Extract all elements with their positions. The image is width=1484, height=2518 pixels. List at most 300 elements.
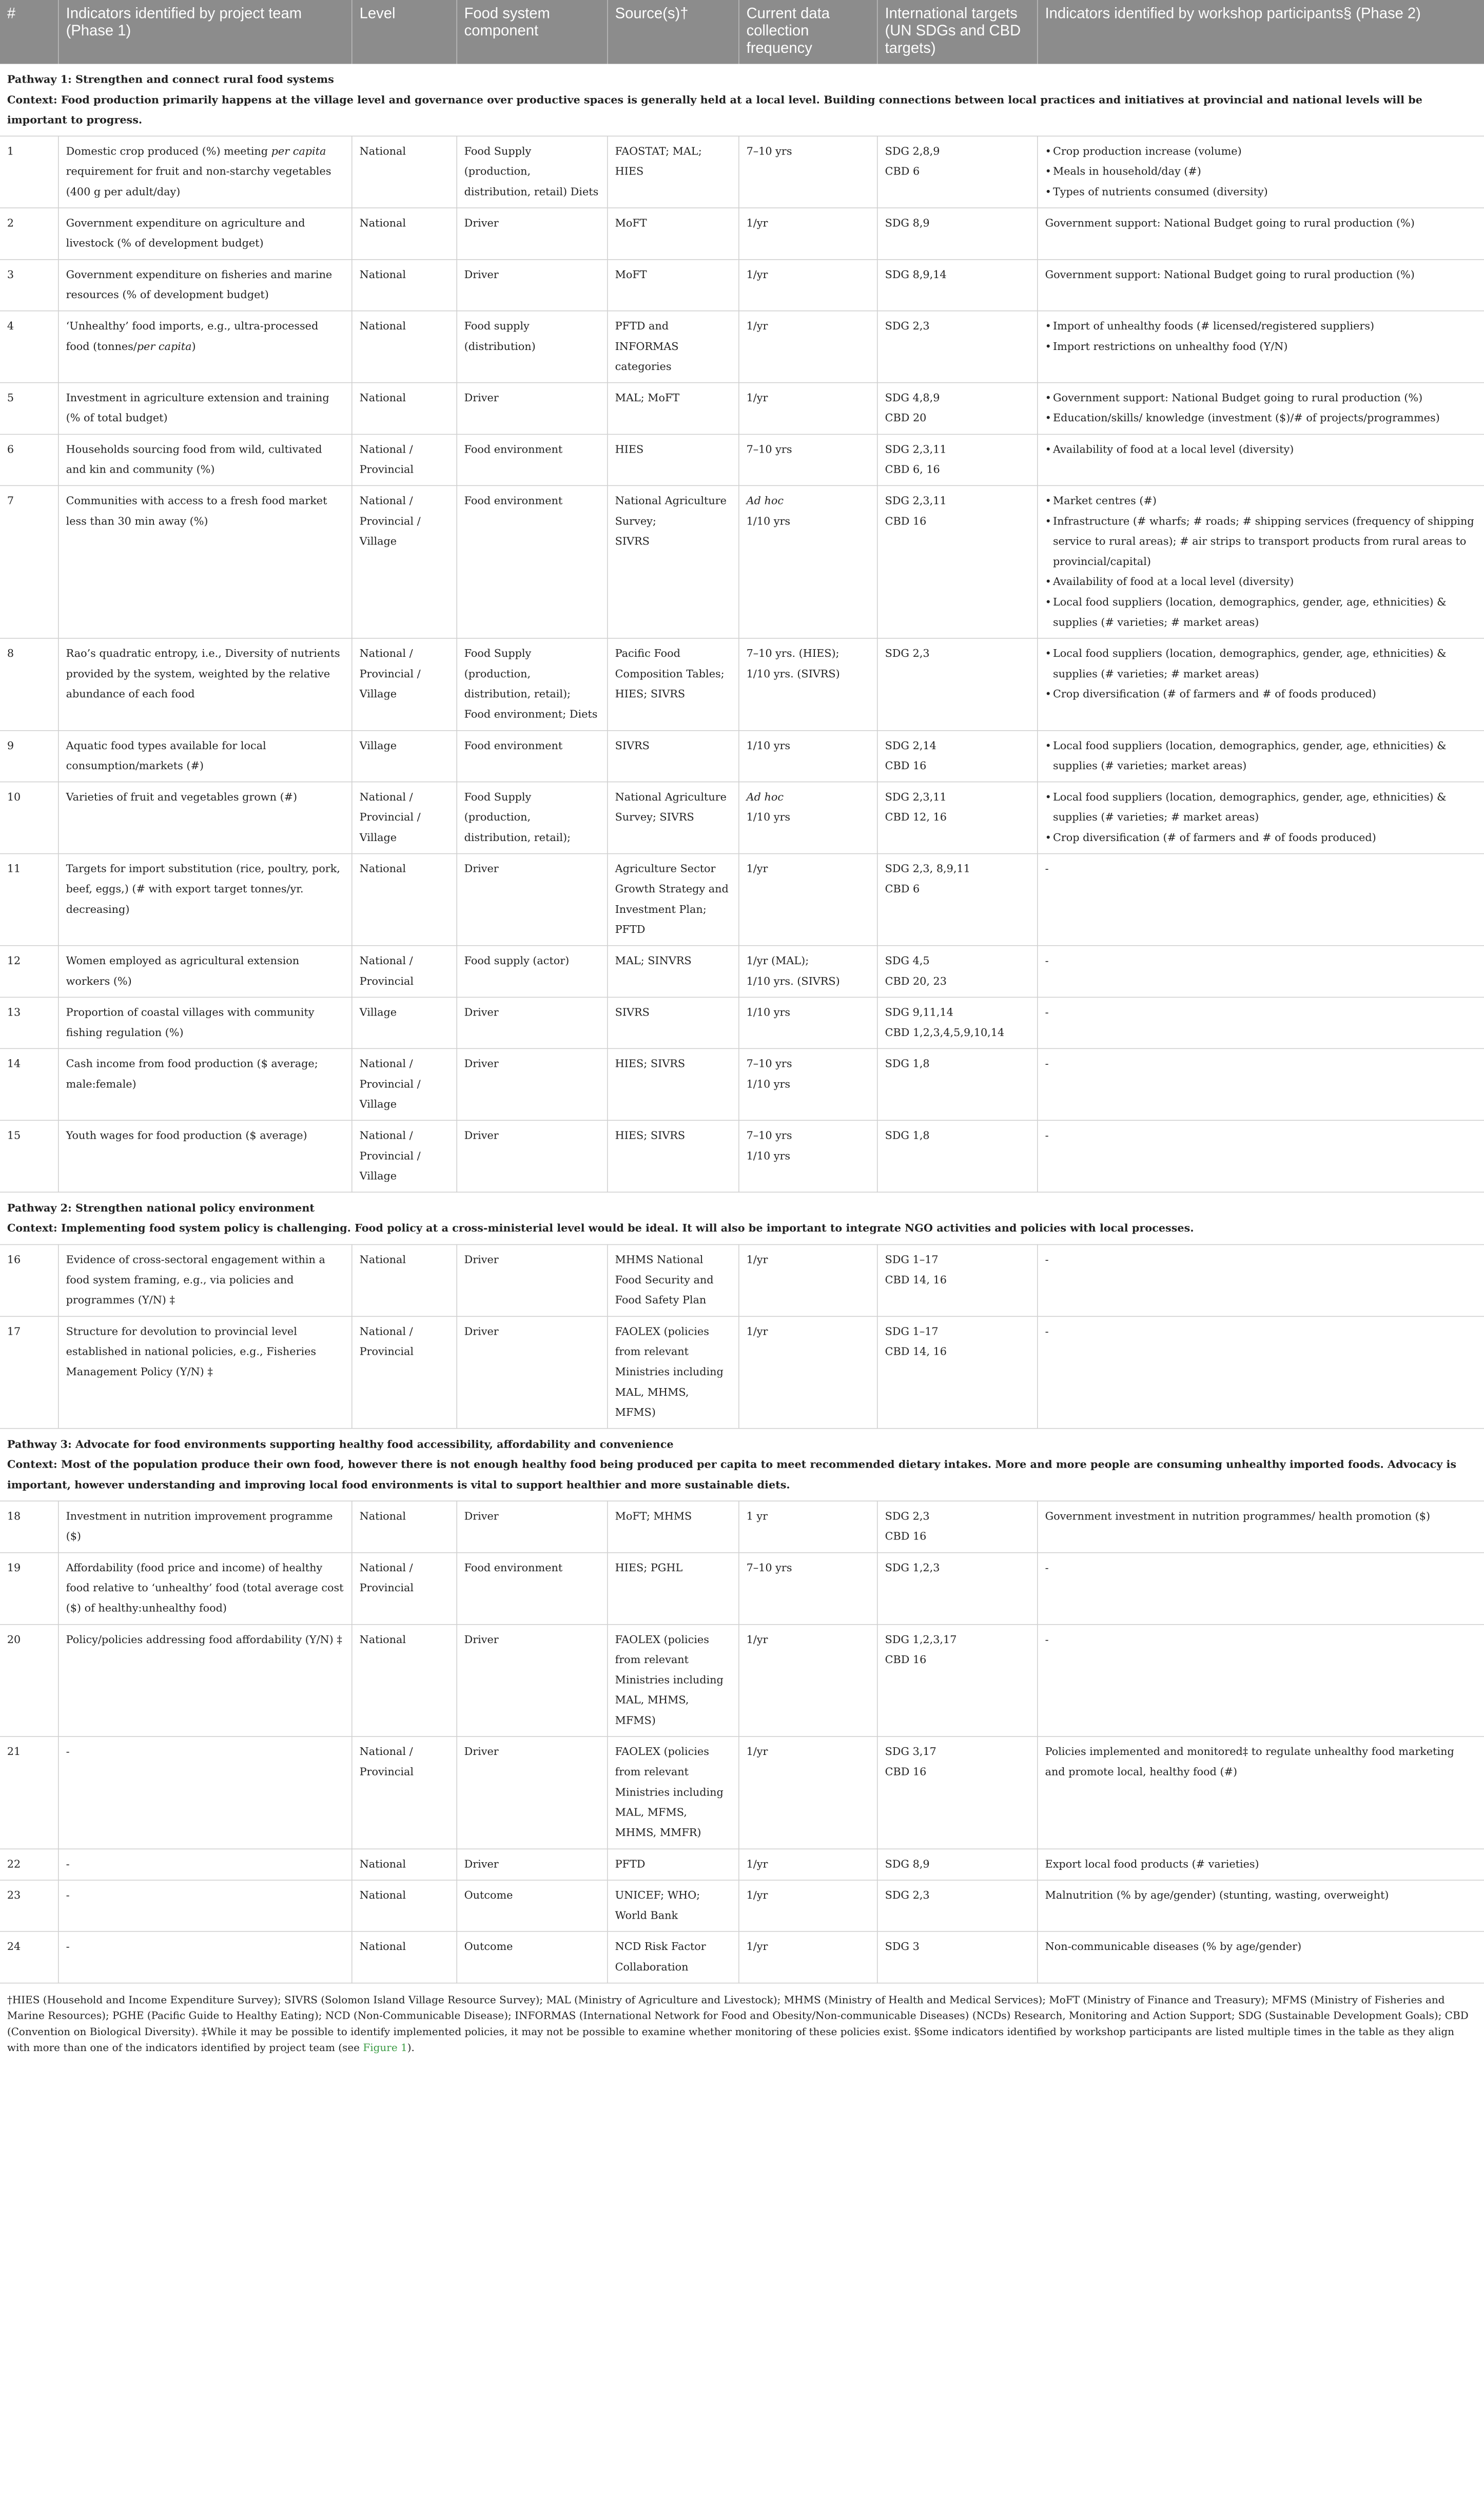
- row-workshop: [1038, 383, 1484, 434]
- row-targets: [877, 730, 1038, 782]
- row-workshop: -: [1038, 1049, 1484, 1121]
- frequency-line: 1/yr (MAL);: [746, 954, 809, 967]
- row-source: NCD Risk Factor Collaboration: [608, 1931, 739, 1983]
- targets-line: SDG 2,14: [885, 739, 936, 752]
- row-frequency: 1/yr: [739, 1736, 877, 1849]
- row-workshop: -: [1038, 1316, 1484, 1429]
- row-component: Driver: [457, 1501, 608, 1552]
- row-source: Agriculture Sector Growth Strategy and Investment Plan; PFTD: [608, 854, 739, 946]
- row-number: 1: [0, 136, 58, 208]
- row-source: MAL; SINVRS: [608, 946, 739, 997]
- table-footnote: [0, 1983, 1484, 2060]
- row-frequency: [739, 1121, 877, 1193]
- row-level: National: [352, 1849, 457, 1880]
- row-number: 6: [0, 434, 58, 485]
- row-level: National: [352, 1880, 457, 1931]
- row-frequency: [739, 486, 877, 639]
- table-row: [0, 1049, 1484, 1121]
- section-title: Pathway 3: Advocate for food environments supporting healthy food accessibility, affordability and convenience: [7, 1438, 674, 1451]
- row-targets: [877, 1624, 1038, 1736]
- row-frequency: 1/yr: [739, 1880, 877, 1931]
- row-source: FAOLEX (policies from relevant Ministries including MAL, MFMS, MHMS, MMFR): [608, 1736, 739, 1849]
- table-row: [0, 136, 1484, 208]
- row-source: UNICEF; WHO; World Bank: [608, 1880, 739, 1931]
- row-source: Pacific Food Composition Tables; HIES; SIVRS: [608, 638, 739, 730]
- col-header-targets: International targets (UN SDGs and CBD targets): [877, 0, 1038, 64]
- workshop-list: [1045, 439, 1477, 459]
- frequency-line: Ad hoc: [746, 791, 784, 804]
- row-component: Food supply (distribution): [457, 311, 608, 383]
- row-source: MHMS National Food Security and Food Safety Plan: [608, 1244, 739, 1316]
- targets-line: CBD 16: [885, 759, 927, 772]
- row-component: Driver: [457, 208, 608, 259]
- table-row: [0, 638, 1484, 730]
- frequency-line: 1/10 yrs. (SIVRS): [746, 975, 840, 987]
- row-component: Food environment: [457, 1553, 608, 1625]
- frequency-line: 1/10 yrs: [746, 1149, 791, 1162]
- row-workshop: [1038, 486, 1484, 639]
- table-row: [0, 1553, 1484, 1625]
- workshop-item: • Meals in household/day (#): [1045, 162, 1477, 182]
- row-frequency: 1/10 yrs: [739, 730, 877, 782]
- workshop-item: • Government support: National Budget going to rural production (%): [1045, 388, 1477, 408]
- frequency-line: 7–10 yrs: [746, 1058, 792, 1070]
- table-row: [0, 383, 1484, 434]
- row-targets: SDG 1,8: [877, 1121, 1038, 1193]
- row-number: 20: [0, 1624, 58, 1736]
- row-workshop: -: [1038, 1624, 1484, 1736]
- col-header-component: Food system component: [457, 0, 608, 64]
- row-level: National / Provincial: [352, 1553, 457, 1625]
- table-row: [0, 854, 1484, 946]
- table-row: [0, 1316, 1484, 1429]
- row-targets: [877, 854, 1038, 946]
- table-row: [0, 1244, 1484, 1316]
- row-targets: SDG 8,9: [877, 208, 1038, 259]
- row-targets: [877, 782, 1038, 854]
- row-workshop: [1038, 311, 1484, 383]
- row-indicator: Investment in agriculture extension and training (% of total budget): [58, 383, 352, 434]
- workshop-list: [1045, 316, 1477, 357]
- workshop-item: • Crop diversification (# of farmers and # of foods produced): [1045, 684, 1477, 704]
- frequency-line: Ad hoc: [746, 495, 784, 507]
- row-level: Village: [352, 997, 457, 1048]
- targets-line: CBD 6: [885, 165, 920, 178]
- row-workshop: Malnutrition (% by age/gender) (stunting, wasting, overweight): [1038, 1880, 1484, 1931]
- row-number: 18: [0, 1501, 58, 1552]
- targets-line: SDG 3,17: [885, 1745, 936, 1758]
- row-source: PFTD and INFORMAS categories: [608, 311, 739, 383]
- row-level: National / Provincial: [352, 434, 457, 485]
- frequency-line: 7–10 yrs. (HIES);: [746, 647, 839, 660]
- row-source: HIES; SIVRS: [608, 1121, 739, 1193]
- row-component: Driver: [457, 1121, 608, 1193]
- col-header-source: Source(s)†: [608, 0, 739, 64]
- row-source: [608, 486, 739, 639]
- row-level: National: [352, 311, 457, 383]
- row-component: Food environment: [457, 434, 608, 485]
- row-level: National: [352, 383, 457, 434]
- targets-line: CBD 20: [885, 412, 927, 424]
- row-level: National: [352, 136, 457, 208]
- row-component: Driver: [457, 997, 608, 1048]
- row-targets: [877, 434, 1038, 485]
- row-component: Food Supply (production, distribution, retail) Diets: [457, 136, 608, 208]
- row-frequency: 1/yr: [739, 311, 877, 383]
- section-context: Context: Most of the population produce their own food, however there is not enough healthy food being produced per capita to meet recommended dietary intakes. More and more people are consuming unhealthy imported foods. Advocacy is important, however understanding and improving local food environments is vital to support healthier and more sustainable diets.: [7, 1458, 1457, 1491]
- row-source: HIES; PGHL: [608, 1553, 739, 1625]
- row-workshop: -: [1038, 1244, 1484, 1316]
- row-component: Driver: [457, 854, 608, 946]
- workshop-item: • Local food suppliers (location, demographics, gender, age, ethnicities) & supplies (# varieties; # market areas): [1045, 787, 1477, 828]
- row-indicator: Government expenditure on agriculture and livestock (% of development budget): [58, 208, 352, 259]
- targets-line: SDG 2,3: [885, 1510, 930, 1522]
- row-component: Driver: [457, 383, 608, 434]
- row-level: Village: [352, 730, 457, 782]
- row-source: MAL; MoFT: [608, 383, 739, 434]
- row-indicator: Households sourcing food from wild, cultivated and kin and community (%): [58, 434, 352, 485]
- targets-line: SDG 1–17: [885, 1253, 939, 1266]
- workshop-item: • Availability of food at a local level (diversity): [1045, 572, 1477, 592]
- row-frequency: 1/10 yrs: [739, 997, 877, 1048]
- row-level: National: [352, 260, 457, 311]
- row-frequency: 7–10 yrs: [739, 434, 877, 485]
- row-component: Food environment: [457, 486, 608, 639]
- row-indicator: -: [58, 1849, 352, 1880]
- frequency-line: 1/10 yrs: [746, 811, 791, 824]
- row-component: Driver: [457, 1316, 608, 1429]
- workshop-item: • Types of nutrients consumed (diversity): [1045, 182, 1477, 202]
- row-frequency: [739, 782, 877, 854]
- targets-line: CBD 14, 16: [885, 1345, 947, 1358]
- targets-line: SDG 2,8,9: [885, 145, 940, 158]
- row-frequency: 1/yr: [739, 1931, 877, 1983]
- workshop-item: • Local food suppliers (location, demographics, gender, age, ethnicities) & supplies (# varieties; market areas): [1045, 735, 1477, 776]
- targets-line: SDG 1–17: [885, 1325, 939, 1338]
- row-level: National / Provincial / Village: [352, 782, 457, 854]
- table-header: [0, 0, 1484, 64]
- row-targets: [877, 997, 1038, 1048]
- row-source: MoFT: [608, 208, 739, 259]
- targets-line: CBD 16: [885, 515, 927, 528]
- targets-line: SDG 1,2,3,17: [885, 1633, 957, 1646]
- row-frequency: 1/yr: [739, 260, 877, 311]
- row-indicator: Varieties of fruit and vegetables grown (#): [58, 782, 352, 854]
- frequency-line: 1/10 yrs: [746, 515, 791, 528]
- workshop-list: [1045, 491, 1477, 633]
- row-workshop: -: [1038, 1553, 1484, 1625]
- col-header-level: Level: [352, 0, 457, 64]
- row-frequency: 1/yr: [739, 383, 877, 434]
- workshop-item: • Crop production increase (volume): [1045, 141, 1477, 161]
- row-source: HIES: [608, 434, 739, 485]
- frequency-line: 1/10 yrs. (SIVRS): [746, 668, 840, 680]
- row-targets: [877, 1736, 1038, 1849]
- row-number: 7: [0, 486, 58, 639]
- row-number: 11: [0, 854, 58, 946]
- table-row: [0, 1121, 1484, 1193]
- table-row: [0, 486, 1484, 639]
- row-level: National: [352, 208, 457, 259]
- row-workshop: -: [1038, 1121, 1484, 1193]
- row-indicator: Rao’s quadratic entropy, i.e., Diversity of nutrients provided by the system, weighted by the relative abundance of each food: [58, 638, 352, 730]
- targets-line: CBD 20, 23: [885, 975, 947, 987]
- frequency-line: 1/10 yrs: [746, 1078, 791, 1090]
- row-component: Outcome: [457, 1931, 608, 1983]
- workshop-item: • Import restrictions on unhealthy food (Y/N): [1045, 336, 1477, 356]
- row-indicator: Investment in nutrition improvement programme ($): [58, 1501, 352, 1552]
- row-targets: SDG 1,8: [877, 1049, 1038, 1121]
- row-component: Driver: [457, 1849, 608, 1880]
- row-level: National / Provincial: [352, 1736, 457, 1849]
- workshop-item: • Local food suppliers (location, demographics, gender, age, ethnicities) & supplies (# varieties; # market areas): [1045, 643, 1477, 684]
- row-frequency: 7–10 yrs: [739, 1553, 877, 1625]
- workshop-item: • Education/skills/ knowledge (investment ($)/# of projects/programmes): [1045, 408, 1477, 428]
- row-frequency: 1 yr: [739, 1501, 877, 1552]
- table-row: [0, 434, 1484, 485]
- row-workshop: [1038, 434, 1484, 485]
- row-indicator: ‘Unhealthy’ food imports, e.g., ultra-processed food (tonnes/per capita): [58, 311, 352, 383]
- row-source: FAOSTAT; MAL; HIES: [608, 136, 739, 208]
- row-indicator: Cash income from food production ($ average; male:female): [58, 1049, 352, 1121]
- section-row: [0, 1429, 1484, 1501]
- row-level: National: [352, 1501, 457, 1552]
- row-targets: [877, 1316, 1038, 1429]
- row-workshop: [1038, 730, 1484, 782]
- row-indicator: Aquatic food types available for local consumption/markets (#): [58, 730, 352, 782]
- section-title: Pathway 2: Strengthen national policy environment: [7, 1202, 315, 1215]
- workshop-list: [1045, 141, 1477, 202]
- row-indicator: Communities with access to a fresh food market less than 30 min away (%): [58, 486, 352, 639]
- row-source: SIVRS: [608, 997, 739, 1048]
- row-indicator: -: [58, 1931, 352, 1983]
- table-row: [0, 208, 1484, 259]
- row-frequency: 1/yr: [739, 1244, 877, 1316]
- targets-line: SDG 2,3,11: [885, 791, 947, 804]
- footnote-end: ).: [407, 2042, 415, 2054]
- row-component: Driver: [457, 1736, 608, 1849]
- source-line: National Agriculture Survey;: [615, 495, 727, 528]
- row-targets: SDG 8,9: [877, 1849, 1038, 1880]
- row-source: PFTD: [608, 1849, 739, 1880]
- row-indicator: Women employed as agricultural extension workers (%): [58, 946, 352, 997]
- targets-line: CBD 14, 16: [885, 1274, 947, 1286]
- table-row: [0, 997, 1484, 1048]
- row-level: National / Provincial / Village: [352, 1049, 457, 1121]
- row-targets: [877, 136, 1038, 208]
- row-targets: SDG 3: [877, 1931, 1038, 1983]
- table-row: [0, 782, 1484, 854]
- row-number: 10: [0, 782, 58, 854]
- section-row: [0, 1192, 1484, 1244]
- workshop-item: • Market centres (#): [1045, 491, 1477, 511]
- row-frequency: 1/yr: [739, 854, 877, 946]
- row-workshop: [1038, 136, 1484, 208]
- row-source: HIES; SIVRS: [608, 1049, 739, 1121]
- row-frequency: [739, 946, 877, 997]
- source-line: SIVRS: [615, 535, 650, 548]
- table-row: [0, 1624, 1484, 1736]
- row-level: National: [352, 854, 457, 946]
- table-row: [0, 1880, 1484, 1931]
- table-row: [0, 946, 1484, 997]
- row-number: 13: [0, 997, 58, 1048]
- section-context: Context: Implementing food system policy is challenging. Food policy at a cross-ministerial level would be ideal. It will also be important to integrate NGO activities and policies with local processes.: [7, 1222, 1194, 1235]
- row-targets: SDG 1,2,3: [877, 1553, 1038, 1625]
- row-workshop: -: [1038, 854, 1484, 946]
- row-frequency: 1/yr: [739, 1624, 877, 1736]
- workshop-item: • Local food suppliers (location, demographics, gender, age, ethnicities) & supplies (# varieties; # market areas): [1045, 592, 1477, 633]
- row-component: Food supply (actor): [457, 946, 608, 997]
- row-workshop: Government support: National Budget going to rural production (%): [1038, 260, 1484, 311]
- col-header-indicator: Indicators identified by project team (Phase 1): [58, 0, 352, 64]
- row-indicator: Structure for devolution to provincial level established in national policies, e.g., Fisheries Management Policy (Y/N) ‡: [58, 1316, 352, 1429]
- row-workshop: -: [1038, 946, 1484, 997]
- row-component: Driver: [457, 260, 608, 311]
- targets-line: CBD 16: [885, 1653, 927, 1666]
- row-workshop: [1038, 782, 1484, 854]
- table-row: [0, 1849, 1484, 1880]
- section-header: [0, 1192, 1484, 1244]
- row-workshop: Policies implemented and monitored‡ to regulate unhealthy food marketing and promote local, healthy food (#): [1038, 1736, 1484, 1849]
- workshop-list: [1045, 735, 1477, 776]
- section-context: Context: Food production primarily happens at the village level and governance over productive spaces is generally held at a local level. Building connections between local practices and initiatives at provincial and national levels will be important to progress.: [7, 93, 1422, 126]
- row-level: National / Provincial / Village: [352, 486, 457, 639]
- row-number: 19: [0, 1553, 58, 1625]
- row-source: MoFT: [608, 260, 739, 311]
- workshop-item: • Availability of food at a local level (diversity): [1045, 439, 1477, 459]
- targets-line: CBD 6, 16: [885, 463, 940, 476]
- table-row: [0, 1501, 1484, 1552]
- col-header-frequency: Current data collection frequency: [739, 0, 877, 64]
- row-frequency: 1/yr: [739, 1316, 877, 1429]
- row-indicator: -: [58, 1736, 352, 1849]
- row-targets: SDG 2,3: [877, 1880, 1038, 1931]
- row-number: 15: [0, 1121, 58, 1193]
- workshop-list: [1045, 643, 1477, 704]
- row-source: National Agriculture Survey; SIVRS: [608, 782, 739, 854]
- row-level: National: [352, 1244, 457, 1316]
- row-workshop: Non-communicable diseases (% by age/gender): [1038, 1931, 1484, 1983]
- row-component: Driver: [457, 1049, 608, 1121]
- row-level: National / Provincial / Village: [352, 638, 457, 730]
- row-frequency: [739, 1049, 877, 1121]
- row-number: 23: [0, 1880, 58, 1931]
- row-level: National / Provincial: [352, 1316, 457, 1429]
- workshop-list: [1045, 388, 1477, 428]
- row-source: SIVRS: [608, 730, 739, 782]
- targets-line: SDG 2,3, 8,9,11: [885, 863, 970, 875]
- row-number: 24: [0, 1931, 58, 1983]
- row-number: 14: [0, 1049, 58, 1121]
- row-targets: SDG 2,3: [877, 638, 1038, 730]
- row-indicator: Government expenditure on fisheries and marine resources (% of development budget): [58, 260, 352, 311]
- table-row: [0, 1931, 1484, 1983]
- targets-line: SDG 2,3,11: [885, 443, 947, 456]
- row-targets: SDG 8,9,14: [877, 260, 1038, 311]
- row-indicator: Youth wages for food production ($ average): [58, 1121, 352, 1193]
- table-row: [0, 730, 1484, 782]
- targets-line: CBD 16: [885, 1766, 927, 1779]
- row-number: 2: [0, 208, 58, 259]
- row-indicator: Policy/policies addressing food affordability (Y/N) ‡: [58, 1624, 352, 1736]
- row-frequency: 7–10 yrs: [739, 136, 877, 208]
- section-row: [0, 64, 1484, 136]
- row-workshop: Government investment in nutrition programmes/ health promotion ($): [1038, 1501, 1484, 1552]
- targets-line: SDG 2,3,11: [885, 495, 947, 507]
- row-targets: [877, 383, 1038, 434]
- targets-line: CBD 16: [885, 1530, 927, 1543]
- row-indicator: -: [58, 1880, 352, 1931]
- row-indicator: Evidence of cross-sectoral engagement within a food system framing, e.g., via policies and programmes (Y/N) ‡: [58, 1244, 352, 1316]
- row-level: National: [352, 1624, 457, 1736]
- table-body: [0, 64, 1484, 1983]
- row-indicator: Targets for import substitution (rice, poultry, pork, beef, eggs,) (# with export target tonnes/yr. decreasing): [58, 854, 352, 946]
- frequency-line: 7–10 yrs: [746, 1129, 792, 1142]
- row-frequency: [739, 638, 877, 730]
- row-component: Driver: [457, 1624, 608, 1736]
- section-header: [0, 64, 1484, 136]
- row-targets: [877, 486, 1038, 639]
- row-frequency: 1/yr: [739, 1849, 877, 1880]
- row-component: Outcome: [457, 1880, 608, 1931]
- row-indicator: Domestic crop produced (%) meeting per capita requirement for fruit and non-starchy vegetables (400 g per adult/day): [58, 136, 352, 208]
- row-number: 9: [0, 730, 58, 782]
- targets-line: SDG 4,5: [885, 954, 930, 967]
- row-number: 3: [0, 260, 58, 311]
- targets-line: CBD 1,2,3,4,5,9,10,14: [885, 1026, 1005, 1039]
- targets-line: SDG 9,11,14: [885, 1006, 953, 1019]
- table-row: [0, 260, 1484, 311]
- row-component: Food Supply (production, distribution, retail);: [457, 782, 608, 854]
- row-number: 8: [0, 638, 58, 730]
- targets-line: SDG 4,8,9: [885, 392, 940, 404]
- row-targets: [877, 1501, 1038, 1552]
- section-header: [0, 1429, 1484, 1501]
- row-targets: SDG 2,3: [877, 311, 1038, 383]
- footnote-text: †HIES (Household and Income Expenditure Survey); SIVRS (Solomon Island Village Resource Survey); MAL (Ministry of Agriculture and Livestock); MHMS (Ministry of Health and Medical Services); MoFT (Ministry of Finance and Treasury); MFMS (Ministry of Fisheries and Marine Resources); PGHE (Pacific Guide to Healthy Eating); NCD (Non-Communicable Disease); INFORMAS (International Network for Food and Obesity/Non-communicable Diseases) (NCDs) Research, Monitoring and Action Support; SDG (Sustainable Development Goals); CBD (Convention on Biological Diversity). ‡While it may be possible to identify implemented policies, it may not be possible to examine whether monitoring of these policies exist. §Some indicators identified by workshop participants are listed multiple times in the table as they align with more than one of the indicators identified by project team (see: [7, 1994, 1469, 2054]
- table-row: [0, 311, 1484, 383]
- row-workshop: [1038, 638, 1484, 730]
- row-source: FAOLEX (policies from relevant Ministries including MAL, MHMS, MFMS): [608, 1624, 739, 1736]
- row-level: National / Provincial: [352, 946, 457, 997]
- row-indicator: Affordability (food price and income) of healthy food relative to ‘unhealthy’ food (total average cost ($) of healthy:unhealthy food): [58, 1553, 352, 1625]
- figure-1-link[interactable]: Figure 1: [363, 2042, 407, 2054]
- row-level: National / Provincial / Village: [352, 1121, 457, 1193]
- workshop-item: • Infrastructure (# wharfs; # roads; # shipping services (frequency of shipping service to rural areas); # air strips to transport products from rural areas to provincial/capital): [1045, 511, 1477, 572]
- row-number: 12: [0, 946, 58, 997]
- row-source: MoFT; MHMS: [608, 1501, 739, 1552]
- row-workshop: -: [1038, 997, 1484, 1048]
- row-targets: [877, 1244, 1038, 1316]
- row-number: 5: [0, 383, 58, 434]
- section-title: Pathway 1: Strengthen and connect rural food systems: [7, 73, 334, 86]
- col-header-workshop: Indicators identified by workshop participants§ (Phase 2): [1038, 0, 1484, 64]
- row-number: 21: [0, 1736, 58, 1849]
- table-row: [0, 1736, 1484, 1849]
- workshop-item: • Crop diversification (# of farmers and # of foods produced): [1045, 828, 1477, 848]
- targets-line: CBD 12, 16: [885, 811, 947, 824]
- row-frequency: 1/yr: [739, 208, 877, 259]
- row-number: 16: [0, 1244, 58, 1316]
- row-component: Driver: [457, 1244, 608, 1316]
- row-indicator: Proportion of coastal villages with community fishing regulation (%): [58, 997, 352, 1048]
- col-header-number: #: [0, 0, 58, 64]
- row-workshop: Government support: National Budget going to rural production (%): [1038, 208, 1484, 259]
- row-level: National: [352, 1931, 457, 1983]
- row-component: Food environment: [457, 730, 608, 782]
- workshop-list: [1045, 787, 1477, 848]
